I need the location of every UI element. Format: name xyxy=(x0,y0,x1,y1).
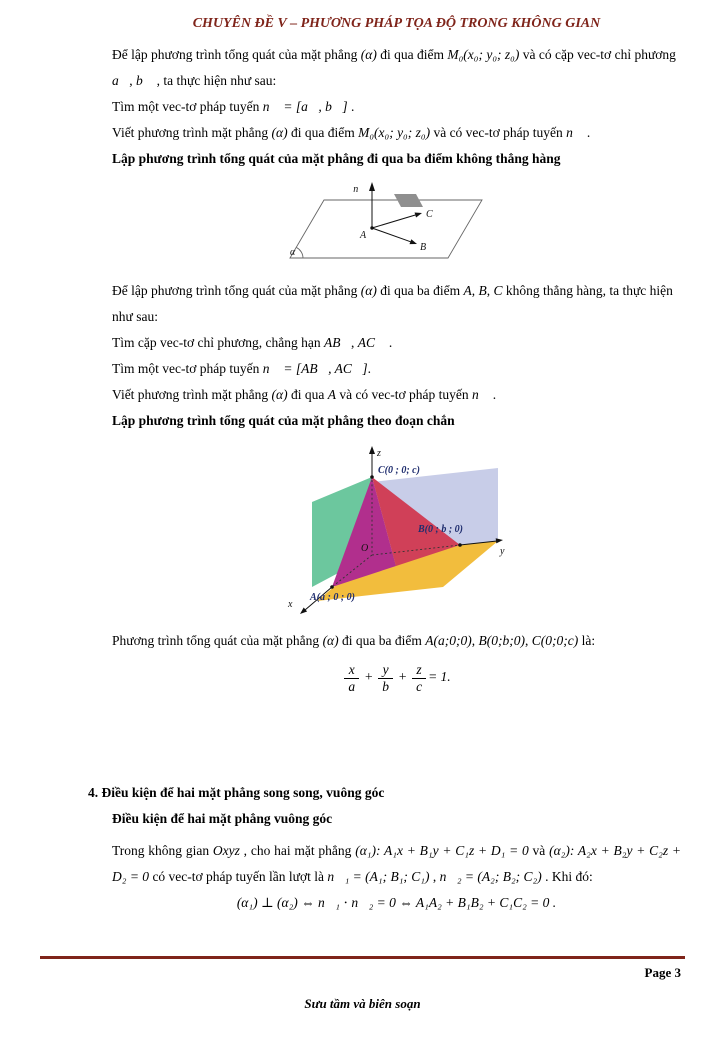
y-axis-label: y xyxy=(499,546,504,557)
math-run: (α) xyxy=(360,283,377,298)
text-run: , ta thực hiện như sau: xyxy=(153,73,277,88)
footer-credit: Sưu tầm và biên soạn xyxy=(304,996,421,1011)
fraction-numerator: x xyxy=(344,662,359,679)
intercept-equation xyxy=(112,662,681,694)
paragraph-write-equation xyxy=(112,120,681,146)
plus-operator: + xyxy=(364,669,374,685)
math-run: C(0;0;c) xyxy=(531,633,579,648)
text-run: Tìm một vec-tơ pháp tuyến xyxy=(112,99,263,114)
fraction-denominator: b xyxy=(382,678,389,694)
equation-rhs: = 1. xyxy=(428,669,451,685)
math-run: C xyxy=(493,283,503,298)
fraction-z-c xyxy=(412,662,426,694)
x-axis-label: x xyxy=(287,599,292,610)
paragraph-write-through-A xyxy=(112,382,681,408)
text-run: không thẳng hàng, ta thực hiện như sau: xyxy=(112,283,673,324)
text-run: và xyxy=(528,843,550,859)
paragraph-direction-vectors xyxy=(112,330,681,356)
text-run: . xyxy=(385,335,393,350)
text-run: Phương trình tổng quát của mặt phẳng xyxy=(112,633,323,648)
text-run: Tìm một vec-tơ pháp tuyến xyxy=(112,361,263,376)
math-run: B xyxy=(478,283,487,298)
math-run: n⃗ xyxy=(472,387,490,402)
text-run: Trong không gian xyxy=(112,843,213,859)
point-A-label: A xyxy=(359,230,366,241)
paragraph-find-normal xyxy=(112,94,681,120)
section-4-subtitle: Điều kiện để hai mặt phẳng vuông góc xyxy=(112,811,333,827)
paragraph-three-points-method xyxy=(112,278,681,330)
point-C-label: C xyxy=(425,209,433,220)
vector-AC-arrow xyxy=(372,213,422,229)
math-run: (α₂): A₂x + B₂y + C₂z + D₂ = 0 xyxy=(112,843,681,885)
fraction-numerator: z xyxy=(412,662,426,679)
section-4-title: 4. Điều kiện để hai mặt phẳng song song, vuông góc xyxy=(88,785,385,801)
text-run: , cho hai mặt phẳng xyxy=(239,843,356,859)
intercept-figure-svg xyxy=(282,442,512,618)
text-run: , xyxy=(351,335,358,350)
math-run: (α) xyxy=(271,125,288,140)
text-run: và có cặp vec-tơ chỉ phương xyxy=(519,47,676,62)
z-axis-label: z xyxy=(376,448,381,459)
math-run: AC⃗ xyxy=(357,335,386,350)
main-content xyxy=(88,42,681,916)
text-run: đi qua điểm xyxy=(287,125,359,140)
angle-alpha-label: α xyxy=(289,247,295,258)
text-run: Tìm cặp vec-tơ chỉ phương, chẳng hạn xyxy=(112,335,325,350)
figure-plane-with-normal xyxy=(112,180,681,268)
text-run: có vec-tơ pháp tuyến lần lượt là xyxy=(149,869,328,885)
paragraph-plane-point-vectors xyxy=(112,42,681,94)
shaded-region xyxy=(394,194,423,207)
text-run: . xyxy=(347,99,355,114)
text-run: đi qua xyxy=(287,387,328,402)
text-run: , xyxy=(471,283,479,298)
point-B-label: B xyxy=(419,242,426,253)
text-run: đi qua ba điểm xyxy=(338,633,426,648)
plane-figure-svg xyxy=(282,180,512,268)
text-run: Để lập phương trình tổng quát của mặt phẳng xyxy=(112,283,361,298)
math-run: n⃗ = [AB⃗, AC⃗] xyxy=(262,361,368,376)
math-run: (α) xyxy=(322,633,339,648)
text-run: , xyxy=(486,283,494,298)
text-run: . xyxy=(489,387,497,402)
document-page xyxy=(0,14,725,1011)
vector-AB-arrow xyxy=(372,228,417,244)
fraction-denominator: a xyxy=(348,678,356,694)
math-run: A xyxy=(463,283,472,298)
text-run: đi qua điểm xyxy=(376,47,448,62)
math-run: n⃗ = [a⃗, b⃗] xyxy=(262,99,348,114)
math-run: n⃗₁ = (A₁; B₁; C₁) xyxy=(327,869,430,885)
heading-intercept-form: Lập phương trình tổng quát của mặt phẳng theo đoạn chắn xyxy=(112,413,455,428)
math-run: B(0;b;0) xyxy=(478,633,525,648)
normal-vector-arrow xyxy=(369,182,375,228)
text-run: Viết phương trình mặt phẳng xyxy=(112,125,272,140)
point-B-dot xyxy=(458,543,462,547)
paragraph-normal-cross-product xyxy=(112,356,681,382)
text-run: , xyxy=(524,633,532,648)
text-run: và có vec-tơ pháp tuyến xyxy=(335,387,473,402)
text-run: . Khi đó: xyxy=(541,869,593,885)
fraction-denominator: c xyxy=(416,678,423,694)
math-run: n⃗₂ = (A₂; B₂; C₂) xyxy=(439,869,542,885)
point-A-dot xyxy=(330,585,334,589)
math-run: (α) xyxy=(360,47,377,62)
math-run: A xyxy=(327,387,336,402)
math-run: AB⃗ xyxy=(324,335,352,350)
paragraph-perpendicular-condition xyxy=(112,838,681,890)
text-run: Viết phương trình mặt phẳng xyxy=(112,387,272,402)
angle-alpha-arc xyxy=(296,248,303,259)
math-run: n⃗ xyxy=(566,125,584,140)
text-run: . xyxy=(367,361,371,376)
fraction-y-b xyxy=(378,662,393,694)
page-number: Page 3 xyxy=(644,965,681,980)
point-C-dot xyxy=(370,475,374,479)
math-run: (α₁): A₁x + B₁y + C₁z + D₁ = 0 xyxy=(355,843,529,859)
math-run: Oxyz xyxy=(212,843,240,859)
math-run: A(a;0;0) xyxy=(425,633,472,648)
footer-rule xyxy=(40,956,685,959)
text-run: là: xyxy=(578,633,596,648)
plane-outline xyxy=(290,200,482,258)
normal-vector-label: n⃗ xyxy=(352,184,366,195)
text-run: Để lập phương trình tổng quát của mặt phẳng xyxy=(112,47,361,62)
text-run: , xyxy=(429,869,440,885)
point-A-label: A(a ; 0 ; 0) xyxy=(309,592,355,603)
page-title: CHUYÊN ĐỀ V – PHƯƠNG PHÁP TỌA ĐỘ TRONG KHÔNG GIAN xyxy=(192,16,601,31)
point-C-label: C(0 ; 0; c) xyxy=(377,465,420,476)
text-run: , xyxy=(129,73,137,88)
text-run: đi qua ba điểm xyxy=(376,283,464,298)
text-run: và có vec-tơ pháp tuyến xyxy=(430,125,567,140)
fraction-numerator: y xyxy=(378,662,393,679)
math-run: a⃗ xyxy=(112,73,130,88)
text-run: . xyxy=(583,125,591,140)
point-B-label: B(0 ; b ; 0) xyxy=(417,524,463,535)
text-run: , xyxy=(471,633,479,648)
perpendicular-equation: (α₁) ⊥ (α₂) ⇔ n⃗₁ ⋅ n⃗₂ = 0 ⇔ A₁A₂ + B₁B₂ + C₁C₂ = 0 . xyxy=(236,895,557,911)
math-run: M₀(x₀; y₀; z₀) xyxy=(447,47,520,62)
origin-label: O xyxy=(360,543,368,554)
math-run: M₀(x₀; y₀; z₀) xyxy=(358,125,431,140)
heading-three-points: Lập phương trình tổng quát của mặt phẳng đi qua ba điểm không thẳng hàng xyxy=(112,151,561,166)
figure-intercept-plane xyxy=(112,442,681,618)
paragraph-intercept-statement xyxy=(112,628,681,654)
plus-operator: + xyxy=(397,669,408,685)
fraction-x-a xyxy=(344,662,359,694)
math-run: (α) xyxy=(271,387,288,402)
math-run: b⃗ xyxy=(136,73,154,88)
